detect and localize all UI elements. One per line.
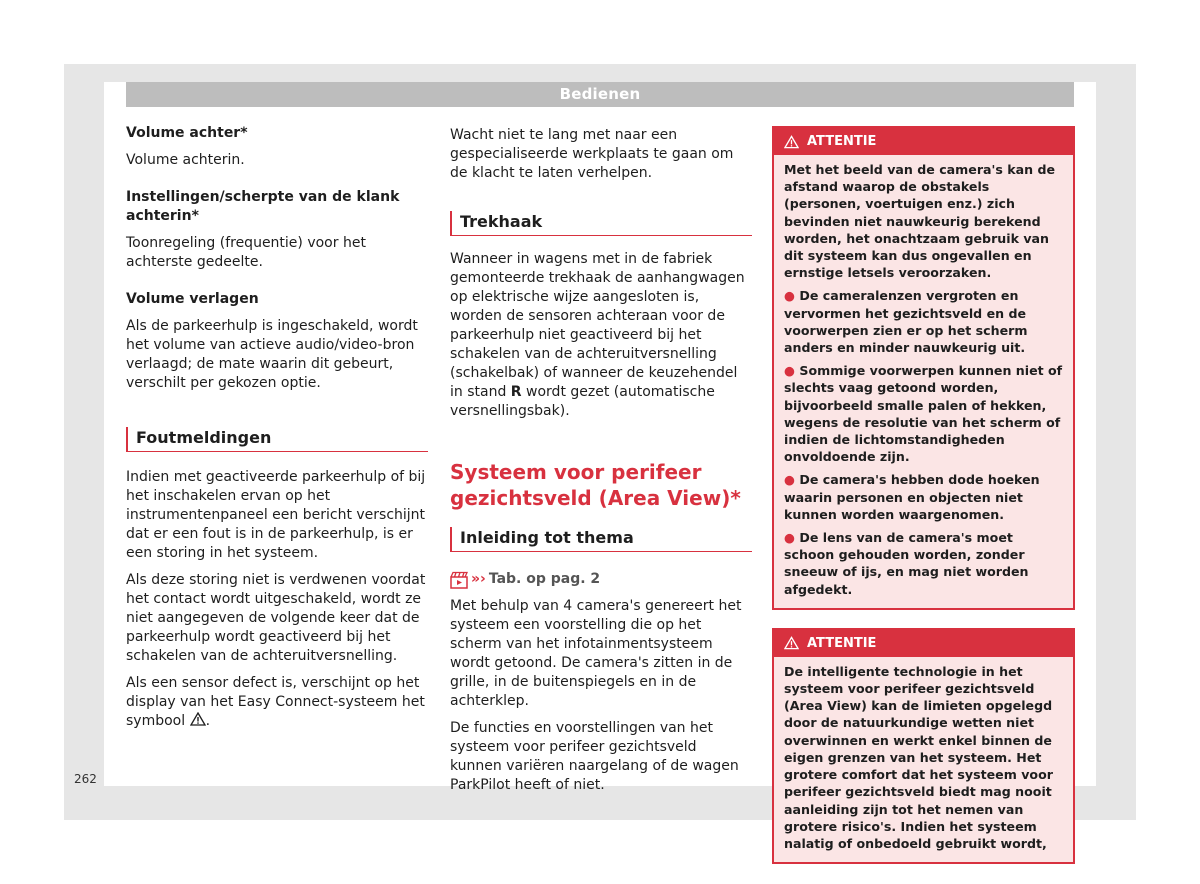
paragraph-text: Wanneer in wagens met in de fabriek gemonteerde trekhaak de aanhangwagen op elektrische wijze aangesloten is, worden de sensoren achteraan voor de parkeerhulp niet geactiveerd bij het schakelen van de achteruitversnelling (schakelbak) of wanneer de keuzehendel in stand [450,251,745,400]
warning-intro: Met het beeld van de camera's kan de afstand waarop de obstakels (personen, voertuigen enz.) zich bevinden niet nauwkeurig berekend worden, het onachtzaam gebruik van dit systeem kan dus ongevallen en ernstige letsels veroorzaken. [784,162,1056,281]
reference-text: Tab. op pag. 2 [488,571,601,587]
warning-triangle-icon [190,712,206,726]
paragraph-sensor-defect [126,674,428,731]
bullet-dot-icon: ● [784,530,795,546]
bullet-dot-icon: ● [784,288,795,304]
film-clapper-icon [450,571,468,589]
warning-title: ATTENTIE [807,635,877,651]
paragraph-text: Als een sensor defect is, verschijnt op het display van het Easy Connect-systeem het symbool [126,675,425,729]
warning-bullet [784,471,1063,523]
paragraph: Indien met geactiveerde parkeerhulp of bij het inschakelen ervan op het instrumentenpaneel een bericht verschijnt dat er een fout is in de parkeerhulp, is er een storing in het systeem. [126,469,426,561]
setting-sound-rear [126,188,428,272]
paragraph: Als deze storing niet is verdwenen voordat het contact wordt uitgeschakeld, wordt ze niet aangegeven de volgende keer dat de parkeerhulp wordt geactiveerd bij het schakelen van de achteruitversnelling. [126,572,426,664]
warning-box-1 [772,126,1075,610]
chapter-header: Bedienen [126,82,1074,107]
bullet-text: De cameralenzen vergroten en vervormen het gezichtsveld en de voorwerpen zien er op het scherm anders en minder nauwkeurig uit. [784,288,1028,356]
warning-body [774,155,1073,608]
setting-volume-lower [126,290,428,393]
paragraph: De functies en voorstellingen van het systeem voor perifeer gezichtsveld kunnen variëren naargelang of de wagen ParkPilot heeft of niet. [450,720,739,793]
setting-volume-rear [126,124,428,170]
bullet-text: De lens van de camera's moet schoon gehouden worden, zonder sneeuw of ijs, en mag niet worden afgedekt. [784,530,1029,597]
warning-bullet [784,529,1063,598]
subheading: Instellingen/scherpte van de klank achterin* [126,189,400,224]
subheading: Volume achter* [126,125,248,141]
paragraph: Toonregeling (frequentie) voor het achterste gedeelte. [126,235,366,270]
paragraph-trekhaak [450,250,752,421]
warning-triangle-icon [784,135,799,149]
cross-reference [450,570,752,589]
section-title-trekhaak: Trekhaak [450,211,752,236]
warning-bullet [784,287,1063,356]
bullet-dot-icon: ● [784,472,795,488]
warning-text: De intelligente technologie in het systeem voor perifeer gezichtsveld (Area View) kan de limieten opgelegd door de natuurkundige wetten niet overwinnen en werkt enkel binnen de eigen grenzen van het systeem. Het grotere comfort dat het systeem voor perifeer gezichtsveld biedt mag nooit aanleiding zijn tot het nemen van grotere risico's. Indien het systeem nalatig of onbedoeld gebruikt wordt, [784,663,1053,851]
warning-box-2 [772,628,1075,864]
section-title-foutmeldingen: Foutmeldingen [126,427,428,452]
paragraph: Volume achterin. [126,152,245,168]
column-middle [450,126,752,803]
gear-position-label: R [510,384,522,400]
subheading: Volume verlagen [126,291,259,307]
column-right [772,126,1075,882]
paragraph: Met behulp van 4 camera's genereert het systeem een voorstelling die op het scherm van het infotainmentsysteem wordt getoond. De camera's zitten in de grille, in de buitenspiegels en in de achterklep. [450,598,742,709]
warning-header [774,128,1073,155]
paragraph-end: . [205,713,211,729]
paragraph-text: wordt gezet (automatische versnellingsbak). [450,384,715,419]
section-title-inleiding: Inleiding tot thema [450,527,752,552]
column-left [126,124,428,739]
warning-title: ATTENTIE [807,134,877,149]
warning-header [774,630,1073,657]
main-section-title: Systeem voor perifeer gezichtsveld (Area View)* [450,460,741,510]
warning-body [774,657,1073,862]
reference-arrows: »› [471,571,486,587]
bullet-dot-icon: ● [784,363,795,379]
bullet-text: De camera's hebben dode hoeken waarin personen en objecten niet kunnen worden waargenomen. [784,472,1040,522]
page-number: 262 [74,772,97,786]
paragraph: Wacht niet te lang met naar een gespecialiseerde werkplaats te gaan om de klacht te laten verhelpen. [450,127,734,181]
bullet-text: Sommige voorwerpen kunnen niet of slechts vaag getoond worden, bijvoorbeeld smalle palen of hekken, wegens de resolutie van het scherm of indien de lichtomstandigheden onvoldoende zijn. [784,363,1063,465]
paragraph: Als de parkeerhulp is ingeschakeld, wordt het volume van actieve audio/video-bron verlaagd; de mate waarin dit gebeurt, verschilt per gekozen optie. [126,318,418,391]
warning-bullet [784,362,1063,465]
warning-triangle-icon [784,636,799,650]
